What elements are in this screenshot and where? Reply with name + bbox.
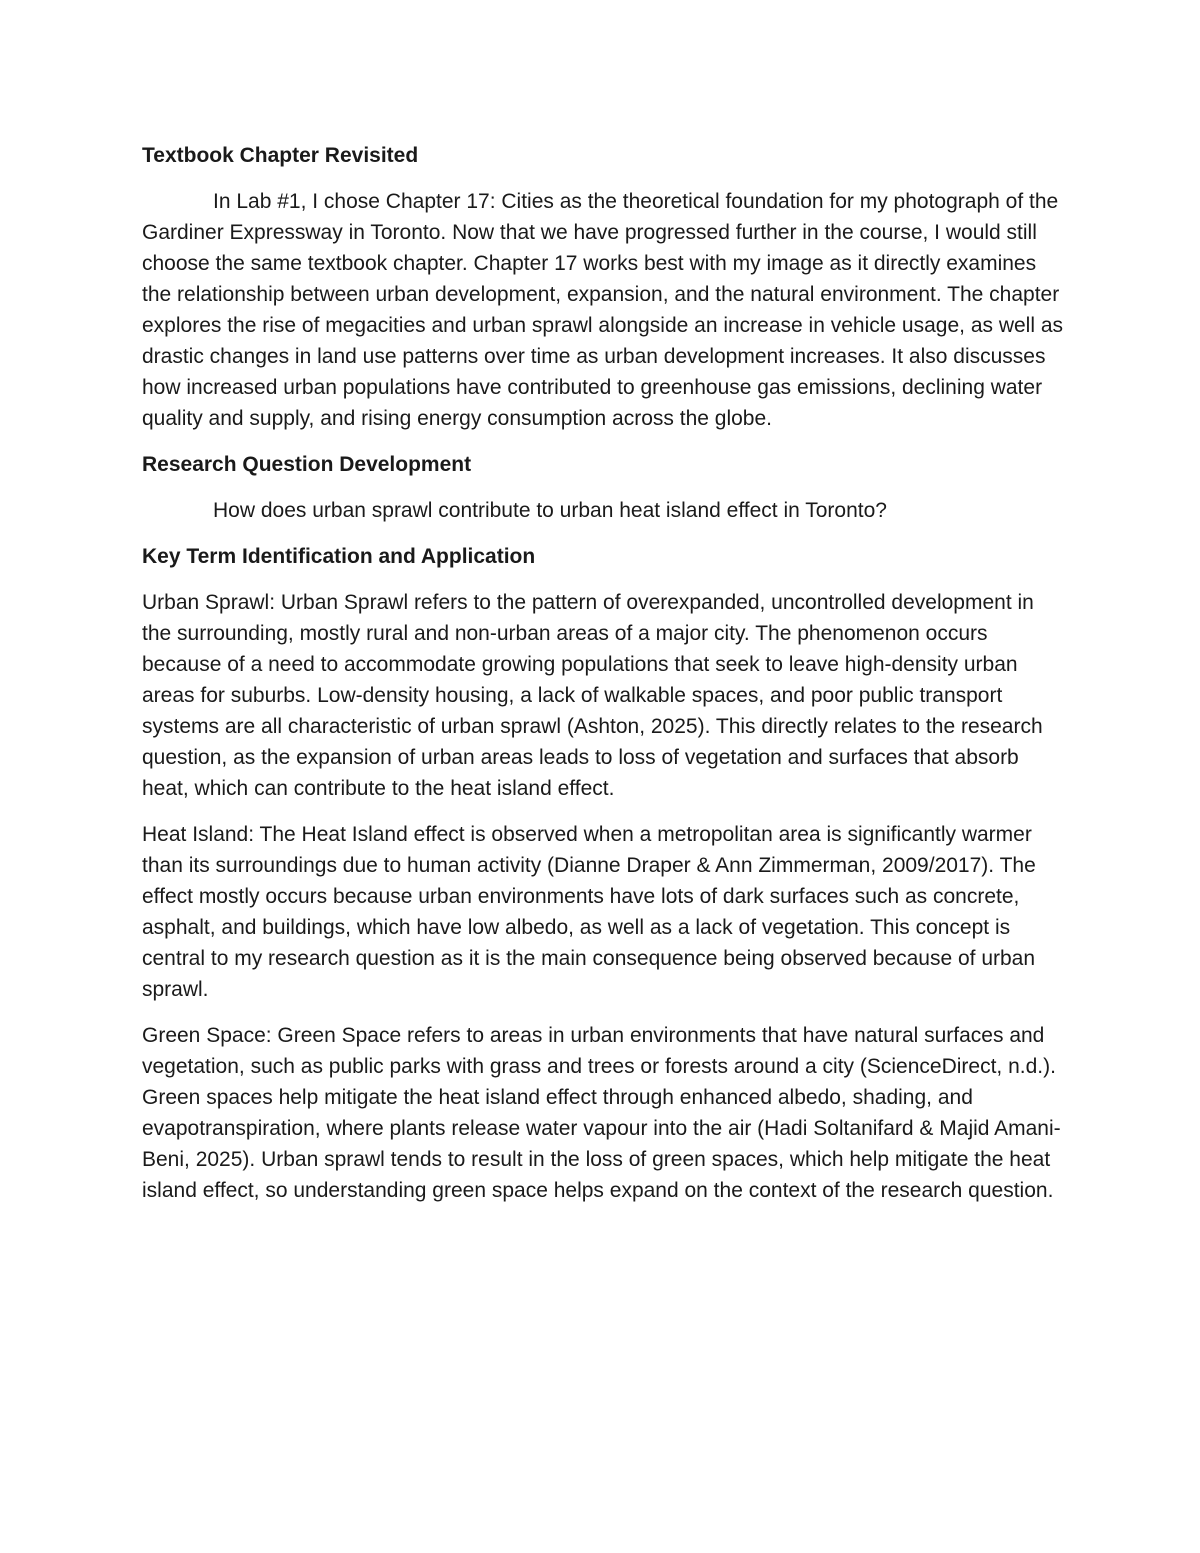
paragraph-textbook-chapter: In Lab #1, I chose Chapter 17: Cities as the theoretical foundation for my photograph of the Gardiner Expressway in Toronto. Now that we have progressed further in the course, I would still choose the same textbook chapter. Chapter 17 works best with my image as it directly examines the relationship between urban development, expansion, and the natural environment. The chapter explores the rise of megacities and urban sprawl alongside an increase in vehicle usage, as well as drastic changes in land use patterns over time as urban development increases. It also discusses how increased urban populations have contributed to greenhouse gas emissions, declining water quality and supply, and rising energy consumption across the globe. <box>142 190 1064 430</box>
paragraph-urban-sprawl: Urban Sprawl: Urban Sprawl refers to the pattern of overexpanded, uncontrolled development in the surrounding, mostly rural and non-urban areas of a major city. The phenomenon occurs because of a need to accommodate growing populations that seek to leave high-density urban areas for suburbs. Low-density housing, a lack of walkable spaces, and poor public transport systems are all characteristic of urban sprawl (Ashton, 2025). This directly relates to the research question, as the expansion of urban areas leads to loss of vegetation and surfaces that absorb heat, which can contribute to the heat island effect. <box>142 591 1043 800</box>
paragraph-green-space: Green Space: Green Space refers to areas in urban environments that have natural surfaces and vegetation, such as public parks with grass and trees or forests around a city (ScienceDirect, n.d.). Green spaces help mitigate the heat island effect through enhanced albedo, shading, and evapotranspiration, where plants release water vapour into the air (Hadi Soltanifard & Majid Amani-Beni, 2025). Urban sprawl tends to result in the loss of green spaces, which help mitigate the heat island effect, so understanding green space helps expand on the context of the research question. <box>142 1024 1061 1202</box>
section-heading-key-terms: Key Term Identification and Application <box>142 545 536 568</box>
section-heading-research-question: Research Question Development <box>142 453 472 476</box>
paragraph-research-question: How does urban sprawl contribute to urban heat island effect in Toronto? <box>213 499 887 522</box>
paragraph-heat-island: Heat Island: The Heat Island effect is observed when a metropolitan area is significantly warmer than its surroundings due to human activity (Dianne Draper & Ann Zimmerman, 2009/2017). The effect mostly occurs because urban environments have lots of dark surfaces such as concrete, asphalt, and buildings, which have low albedo, as well as a lack of vegetation. This concept is central to my research question as it is the main consequence being observed because of urban sprawl. <box>142 823 1036 1001</box>
document-page <box>142 140 1067 1221</box>
section-heading-textbook-chapter: Textbook Chapter Revisited <box>142 144 419 167</box>
